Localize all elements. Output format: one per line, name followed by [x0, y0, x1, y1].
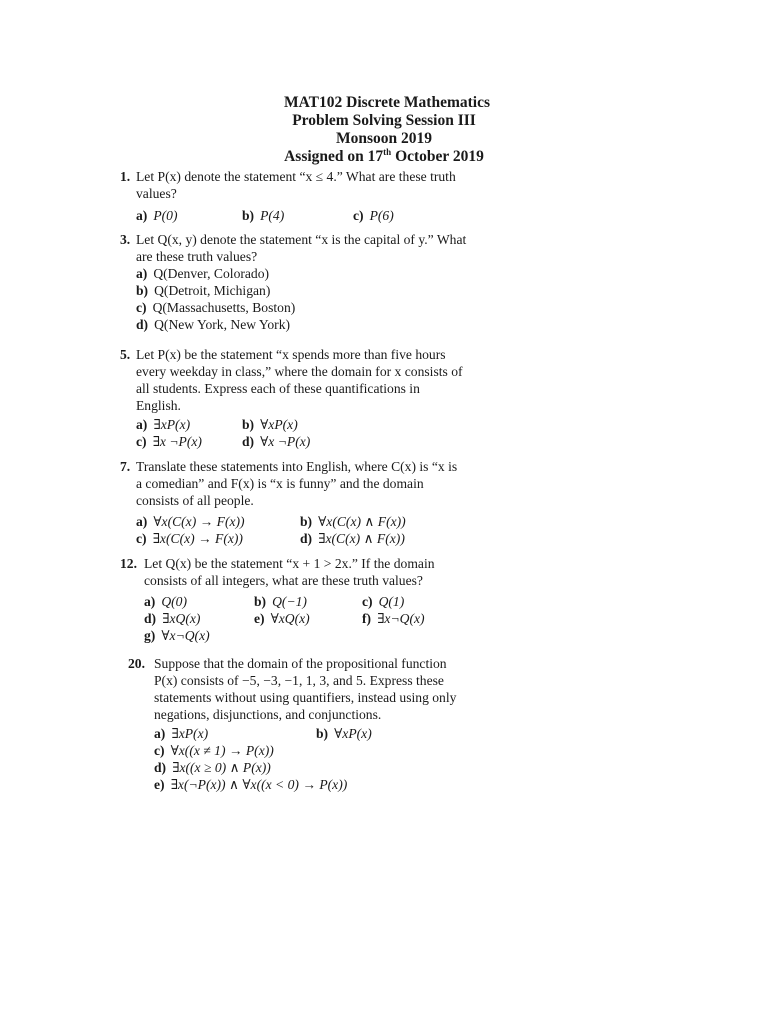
option-c: c) ∃x ¬P(x): [136, 434, 202, 449]
option-row: [120, 316, 470, 333]
option-d: d) ∃x(C(x) ∧ F(x)): [300, 531, 405, 546]
option-a: a) Q(Denver, Colorado): [136, 266, 270, 281]
option-b: b) Q(Detroit, Michigan): [136, 283, 271, 298]
option-row: [128, 759, 473, 776]
problem-statement: Let Q(x, y) denote the statement “x is the capital of y.” What are these truth values?: [136, 232, 467, 264]
option-b: b) ∀xP(x): [242, 417, 298, 432]
option-row: [120, 416, 465, 433]
option-row: [128, 725, 473, 742]
problem-number: 20.: [128, 656, 145, 671]
problem-7: [120, 458, 465, 547]
option-a: a) ∃xP(x): [136, 417, 191, 432]
option-row: [128, 776, 473, 793]
option-c: c) P(6): [353, 208, 394, 223]
problem-statement: Translate these statements into English, where C(x) is “x is a comedian” and F(x) is “x is funny” and the domain consists of all people.: [136, 459, 458, 508]
option-b: b) Q(−1): [254, 594, 307, 609]
option-c: c) Q(1): [362, 594, 405, 609]
option-d: d) ∃xQ(x): [144, 611, 201, 626]
option-row: [120, 433, 465, 450]
problem-number: 1.: [120, 169, 131, 184]
option-row: [120, 593, 465, 610]
option-a: a) Q(0): [144, 594, 187, 609]
option-b: b) ∀x(C(x) ∧ F(x)): [300, 514, 406, 529]
option-d: d) ∃x((x ≥ 0) ∧ P(x)): [154, 760, 271, 775]
problem-number: 12.: [120, 556, 137, 571]
option-row: [128, 742, 473, 759]
option-row: [120, 265, 470, 282]
option-c: c) ∃x(C(x) → F(x)): [136, 531, 243, 546]
option-d: d) ∀x ¬P(x): [242, 434, 311, 449]
option-row: [120, 207, 460, 224]
term-label: Monsoon 2019: [335, 130, 433, 147]
problem-number: 5.: [120, 347, 131, 362]
option-g: g) ∀x¬Q(x): [144, 628, 210, 643]
option-row: [120, 610, 465, 627]
problem-statement: Let P(x) denote the statement “x ≤ 4.” What are these truth values?: [136, 169, 456, 201]
option-row: [120, 530, 465, 547]
assigned-date: Assigned on 17th October 2019: [284, 146, 484, 165]
option-row: [120, 627, 465, 644]
option-row: [120, 513, 465, 530]
option-a: a) P(0): [136, 208, 178, 223]
option-c: c) ∀x((x ≠ 1) → P(x)): [154, 743, 274, 758]
problem-1: [120, 168, 460, 224]
option-row: [120, 299, 470, 316]
document-header: [0, 94, 768, 166]
problem-number: 3.: [120, 232, 131, 247]
option-e: e) ∃x(¬P(x)) ∧ ∀x((x < 0) → P(x)): [154, 777, 348, 792]
problem-12: [120, 555, 465, 644]
problem-statement: Let P(x) be the statement “x spends more than five hours every weekday in class,” where the domain for x consists of all students. Express each of these quantifications in English.: [136, 347, 463, 413]
option-row: [120, 282, 470, 299]
option-e: e) ∀xQ(x): [254, 611, 310, 626]
course-title: MAT102 Discrete Mathematics: [283, 94, 491, 111]
option-a: a) ∃xP(x): [154, 726, 209, 741]
option-d: d) Q(New York, New York): [136, 317, 291, 332]
problem-20: [128, 655, 473, 793]
problem-statement: Let Q(x) be the statement “x + 1 > 2x.” If the domain consists of all integers, what are these truth values?: [144, 556, 435, 588]
option-b: b) ∀xP(x): [316, 726, 372, 741]
problem-3: [120, 231, 470, 333]
problem-statement: Suppose that the domain of the propositional function P(x) consists of −5, −3, −1, 1, 3, and 5. Express these statements without using quantifiers, instead using only negations, disjunctions, and conjunctions.: [154, 656, 457, 722]
option-b: b) P(4): [242, 208, 285, 223]
problem-number: 7.: [120, 459, 131, 474]
option-a: a) ∀x(C(x) → F(x)): [136, 514, 245, 529]
problem-5: [120, 346, 465, 450]
option-f: f) ∃x¬Q(x): [362, 611, 425, 626]
session-title: Problem Solving Session III: [292, 112, 476, 129]
option-c: c) Q(Massachusetts, Boston): [136, 300, 296, 315]
